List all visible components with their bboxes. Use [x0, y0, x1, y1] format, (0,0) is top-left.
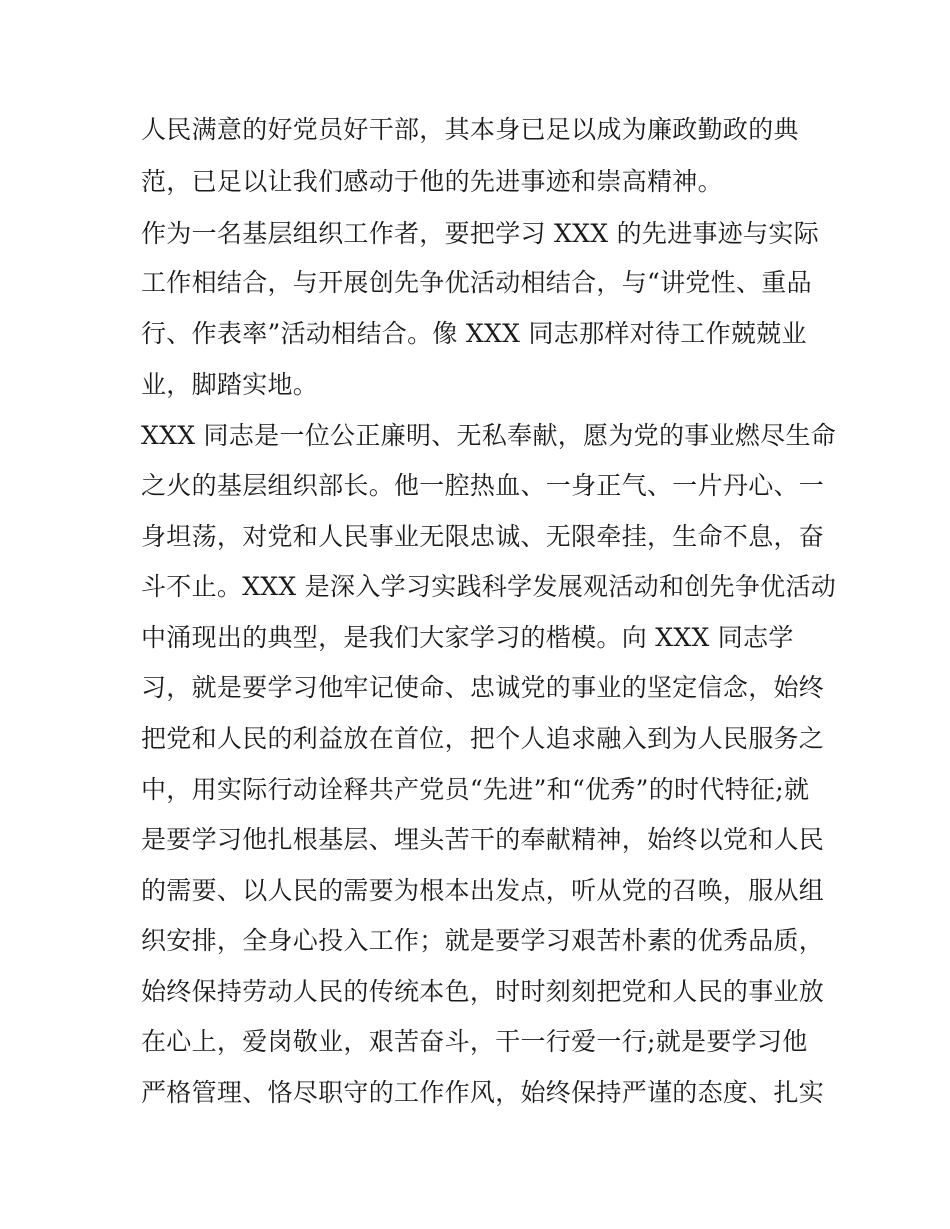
- text-line: 中，用实际行动诠释共产党员“先进”和“优秀”的时代特征;就: [141, 775, 810, 804]
- text-line: 织安排，全身心投入工作；就是要学习艰苦朴素的优秀品质，: [141, 926, 825, 955]
- text-line: 的需要、以人民的需要为根本出发点，听从党的召唤，服从组: [141, 876, 825, 905]
- text-line: 是要学习他扎根基层、埋头苦干的奉献精神，始终以党和人民: [141, 825, 825, 854]
- text-line: 业，脚踏实地。: [141, 370, 319, 399]
- text-line: 作为一名基层组织工作者，要把学习 XXX 的先进事迹与实际: [141, 219, 819, 248]
- text-line: 中涌现出的典型，是我们大家学习的楷模。向 XXX 同志学: [141, 623, 794, 652]
- text-line: 行、作表率”活动相结合。像 XXX 同志那样对待工作兢兢业: [141, 319, 807, 348]
- text-line: 始终保持劳动人民的传统本色，时时刻刻把党和人民的事业放: [141, 977, 825, 1006]
- text-line: 范，已足以让我们感动于他的先进事迹和崇高精神。: [141, 167, 723, 196]
- text-line: 之火的基层组织部长。他一腔热血、一身正气、一片丹心、一: [141, 471, 825, 500]
- text-line: 习，就是要学习他牢记使命、忠诚党的事业的坚定信念，始终: [141, 673, 825, 702]
- text-line: XXX 同志是一位公正廉明、无私奉献，愿为党的事业燃尽生命: [141, 421, 837, 450]
- text-line: 工作相结合，与开展创先争优活动相结合，与“讲党性、重品: [141, 268, 812, 297]
- text-line: 严格管理、恪尽职守的工作作风，始终保持严谨的态度、扎实: [141, 1078, 825, 1107]
- text-line: 身坦荡，对党和人民事业无限忠诚、无限牵挂，生命不息，奋: [141, 522, 825, 551]
- text-line: 斗不止。XXX 是深入学习实践科学发展观活动和创先争优活动: [141, 572, 837, 601]
- text-line: 把党和人民的利益放在首位，把个人追求融入到为人民服务之: [141, 724, 825, 753]
- text-line: 人民满意的好党员好干部，其本身已足以成为廉政勤政的典: [141, 115, 799, 144]
- text-line: 在心上，爱岗敬业，艰苦奋斗，干一行爱一行;就是要学习他: [141, 1027, 808, 1056]
